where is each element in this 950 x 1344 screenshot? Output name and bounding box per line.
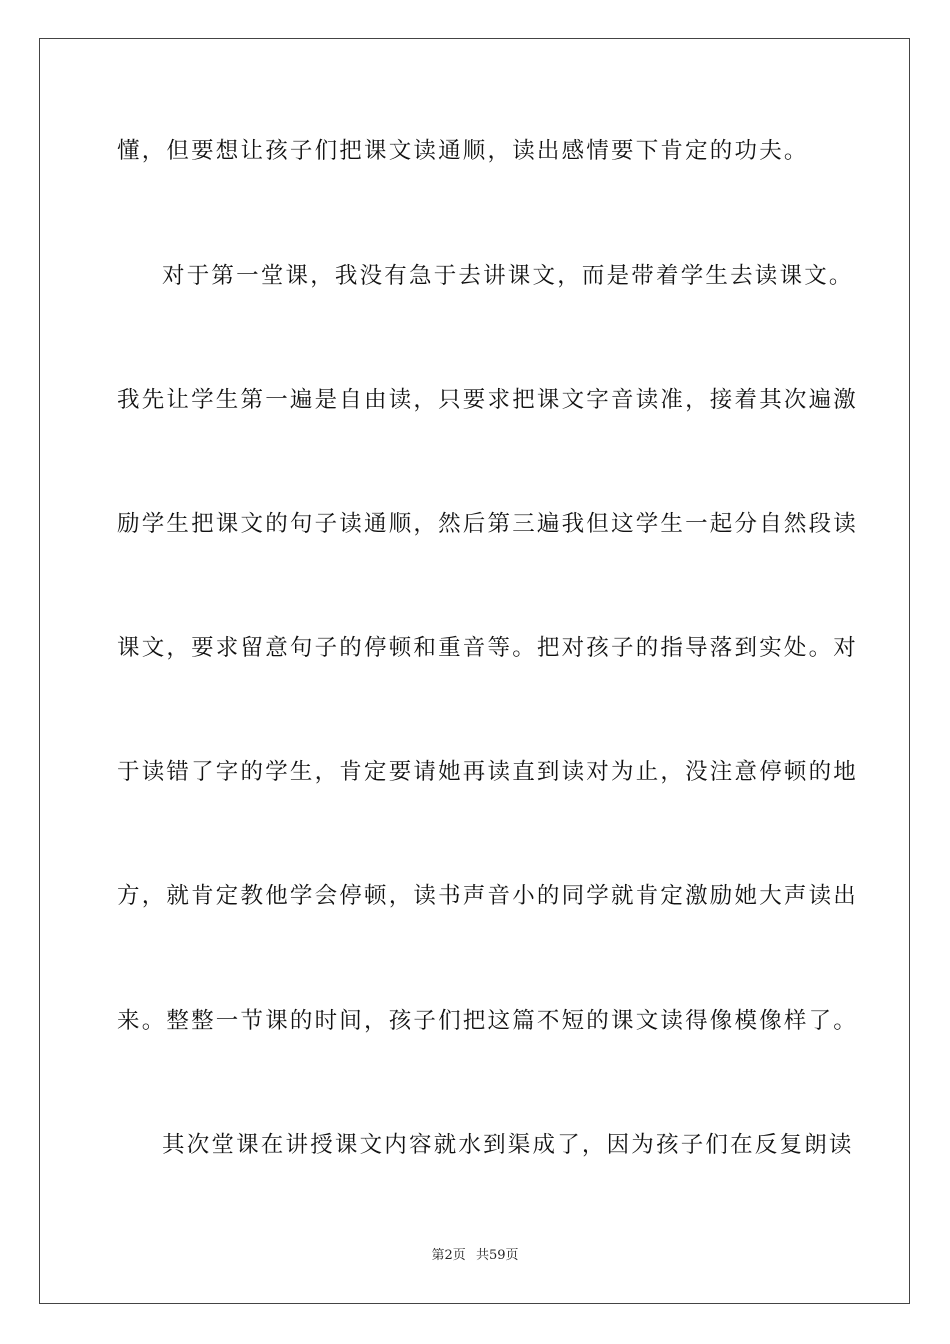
text-line: 来。整整一节课的时间，孩子们把这篇不短的课文读得像模像样了。 <box>117 1008 859 1034</box>
text-line: 课文，要求留意句子的停顿和重音等。把对孩子的指导落到实处。对 <box>117 635 859 661</box>
text-line: 于读错了字的学生，肯定要请她再读直到读对为止，没注意停顿的地 <box>117 759 859 785</box>
text-line: 励学生把课文的句子读通顺，然后第三遍我但这学生一起分自然段读 <box>117 511 859 537</box>
page-footer <box>0 1247 950 1265</box>
text-line: 我先让学生第一遍是自由读，只要求把课文字音读准，接着其次遍激 <box>117 387 859 413</box>
text-line-indented: 其次堂课在讲授课文内容就水到渠成了，因为孩子们在反复朗读 <box>162 1132 854 1158</box>
text-line: 懂，但要想让孩子们把课文读通顺，读出感情要下肯定的功夫。 <box>117 138 809 164</box>
page-border <box>39 38 910 1304</box>
text-line-indented: 对于第一堂课，我没有急于去讲课文，而是带着学生去读课文。 <box>162 263 854 289</box>
page-number: 第2页 <box>431 1248 466 1263</box>
page-total: 共59页 <box>475 1248 519 1263</box>
text-line: 方，就肯定教他学会停顿，读书声音小的同学就肯定激励她大声读出 <box>117 883 859 909</box>
